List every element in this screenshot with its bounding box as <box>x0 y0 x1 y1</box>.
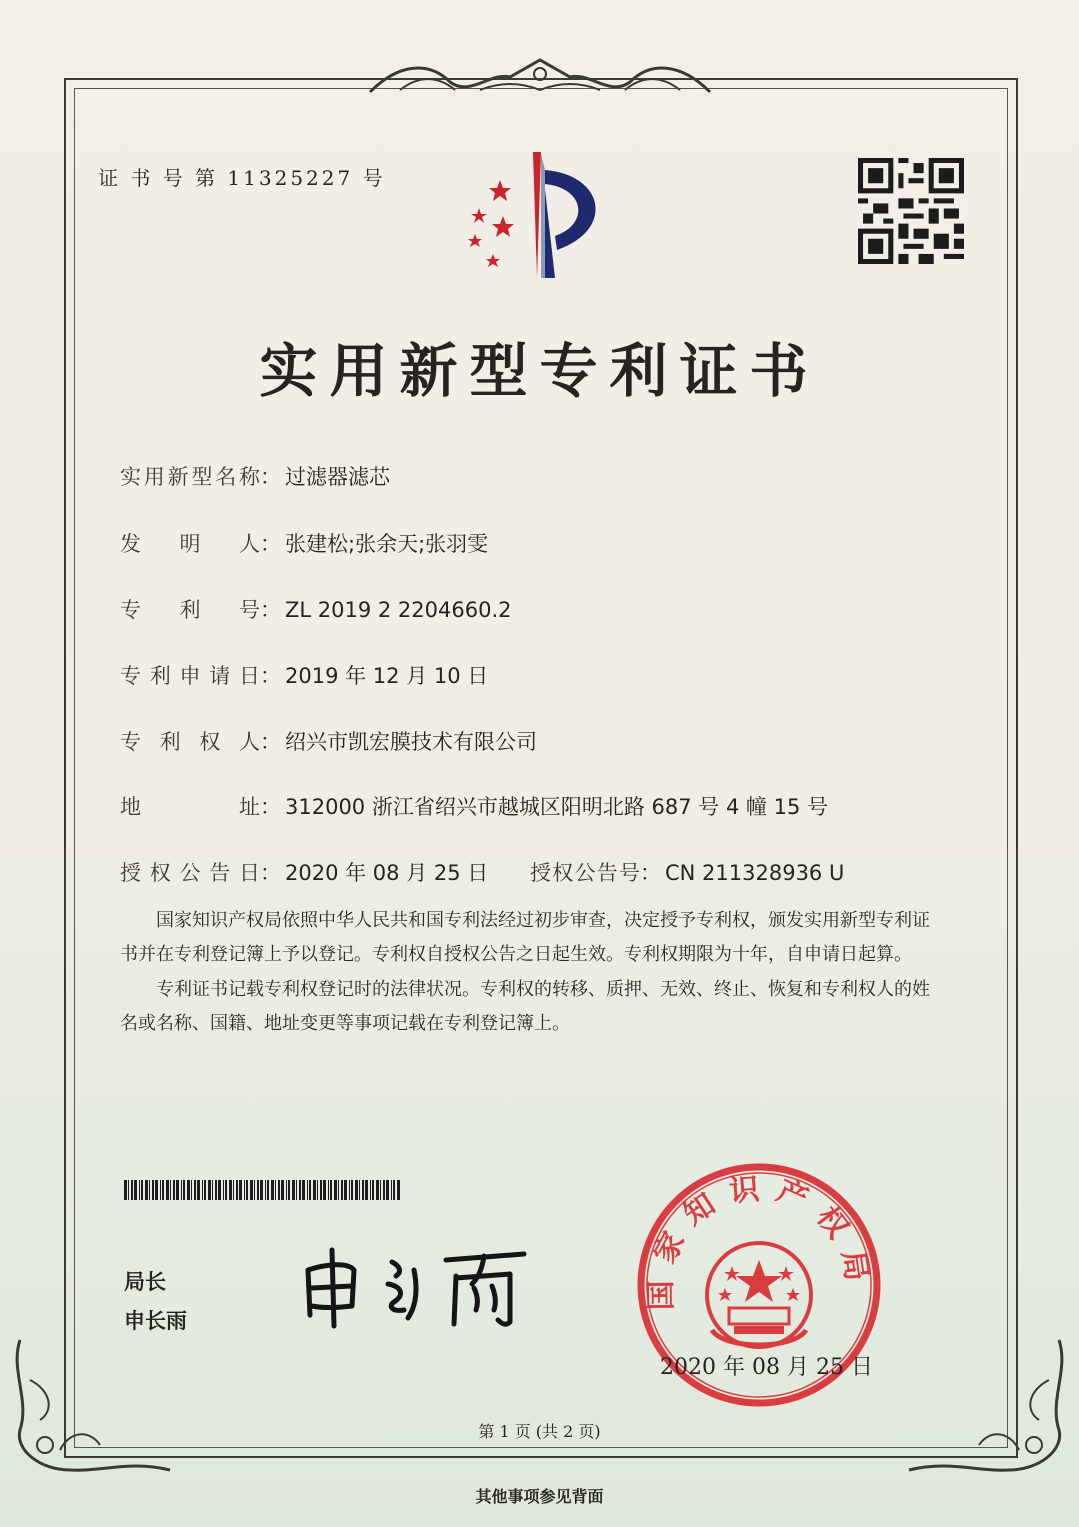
field-value: ZL 2019 2 2204660.2 <box>285 598 512 622</box>
barcode-icon <box>124 1180 400 1200</box>
field-value: 312000 浙江省绍兴市越城区阳明北路 687 号 4 幢 15 号 <box>285 795 829 819</box>
field-label: 授权公告日 <box>120 861 260 885</box>
field-value: 2020 年 08 月 25 日 <box>285 861 489 885</box>
field-value: CN 211328936 U <box>665 861 845 885</box>
field-row-inventor: 发明人： 张建松;张余天;张羽雯 <box>120 528 488 558</box>
field-row-address: 地址： 312000 浙江省绍兴市越城区阳明北路 687 号 4 幢 15 号 <box>120 791 828 821</box>
field-row-application-date: 专利申请日： 2019 年 12 月 10 日 <box>120 660 488 690</box>
certificate-number: 证 书 号 第 11325227 号 <box>98 166 386 190</box>
svg-text:国家知识产权局: 国家知识产权局 <box>643 1170 876 1311</box>
certificate-title: 实用新型专利证书 <box>259 337 820 405</box>
top-ornament-icon <box>360 52 720 102</box>
field-label: 专利权人 <box>120 730 260 754</box>
field-label: 授权公告号 <box>530 861 640 885</box>
field-row-patent-number: 专利号： ZL 2019 2 2204660.2 <box>120 594 511 624</box>
bottom-right-ornament-icon <box>899 1310 1079 1500</box>
field-value: 过滤器滤芯 <box>285 465 390 489</box>
field-row-utility-model-name: 实用新型名称： 过滤器滤芯 <box>120 461 390 491</box>
director-title: 局长 <box>124 1270 166 1294</box>
body-paragraph: 国家知识产权局依照中华人民共和国专利法经过初步审查，决定授予专利权，颁发实用新型专利证书并在专利登记簿上予以登记。专利权自授权公告之日起生效。专利权期限为十年，自申请日起算。 <box>120 910 930 965</box>
field-value: 绍兴市凯宏膜技术有限公司 <box>285 730 537 754</box>
field-row-patentee: 专利权人： 绍兴市凯宏膜技术有限公司 <box>120 726 537 756</box>
national-emblem-icon <box>707 1243 811 1347</box>
cnipa-logo-icon <box>445 150 625 290</box>
bottom-left-ornament-icon <box>0 1310 180 1500</box>
seal-date: 2020 年 08 月 25 日 <box>660 1355 873 1380</box>
certificate-body <box>120 904 946 1042</box>
field-label: 专利号 <box>120 598 260 622</box>
director-name: 申长雨 <box>124 1309 187 1333</box>
field-row-announcement-date: 授权公告日： 2020 年 08 月 25 日 <box>120 857 488 887</box>
field-label: 专利申请日 <box>120 664 260 688</box>
page-number: 第 1 页 (共 2 页) <box>478 1422 601 1441</box>
field-value: 张建松;张余天;张羽雯 <box>285 532 489 556</box>
field-value: 2019 年 12 月 10 日 <box>285 664 489 688</box>
body-paragraph: 专利证书记载专利权登记时的法律状况。专利权的转移、质押、无效、终止、恢复和专利权人的姓名或名称、国籍、地址变更等事项记载在专利登记簿上。 <box>120 979 930 1034</box>
field-row-announcement-number: 授权公告号： CN 211328936 U <box>530 857 844 887</box>
field-label: 发明人 <box>120 532 260 556</box>
footer-note: 其他事项参见背面 <box>475 1487 604 1506</box>
field-label: 地址 <box>120 795 260 819</box>
qr-code-icon <box>858 158 964 264</box>
handwritten-signature <box>296 1240 536 1330</box>
field-label: 实用新型名称 <box>120 465 260 489</box>
